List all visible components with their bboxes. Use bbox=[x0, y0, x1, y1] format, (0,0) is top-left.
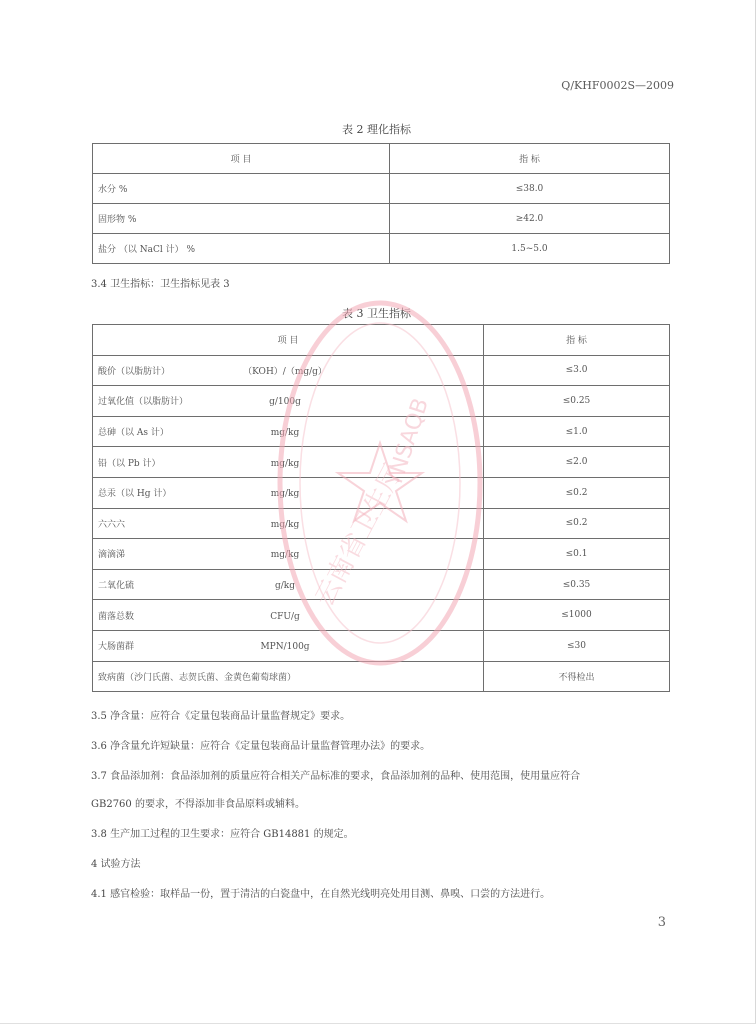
seal-text-top: 云南省卫生厅 bbox=[309, 459, 410, 612]
row-item: 盐分 （以 NaCl 计） % bbox=[93, 234, 390, 264]
table-header-row bbox=[93, 325, 670, 356]
table2-caption: 表 2 理化指标 bbox=[342, 123, 411, 136]
section-4-heading: 4 试验方法 bbox=[91, 859, 141, 870]
row-value: ≤0.2 bbox=[484, 508, 670, 539]
row-value: ≤0.2 bbox=[484, 477, 670, 508]
table-row bbox=[93, 477, 670, 508]
paragraph-3-8: 3.8 生产加工过程的卫生要求：应符合 GB14881 的规定。 bbox=[91, 829, 354, 840]
table-row bbox=[93, 204, 670, 234]
row-value: ≤30 bbox=[484, 630, 670, 661]
table-row bbox=[93, 447, 670, 478]
row-value: ≤1000 bbox=[484, 600, 670, 631]
row-item: 固形物 % bbox=[93, 204, 390, 234]
row-item: 总汞（以 Hg 计） bbox=[98, 489, 172, 500]
row-value: ≤38.0 bbox=[390, 174, 670, 204]
row-item: 菌落总数 bbox=[98, 611, 135, 622]
table-row bbox=[93, 600, 670, 631]
table-row bbox=[93, 569, 670, 600]
row-value: ≥42.0 bbox=[390, 204, 670, 234]
row-unit: g/100g bbox=[269, 397, 301, 408]
standard-code: Q/KHF0002S—2009 bbox=[561, 79, 674, 92]
row-item: 六六六 bbox=[98, 519, 126, 530]
table-header-row bbox=[93, 144, 670, 174]
paragraph-3-7: 3.7 食品添加剂：食品添加剂的质量应符合相关产品标准的要求，食品添加剂的品种、使用范围，使用量应符合 bbox=[91, 771, 581, 782]
row-value: ≤1.0 bbox=[484, 416, 670, 447]
header-value: 指 标 bbox=[390, 144, 670, 174]
row-item: 二氧化硫 bbox=[98, 581, 135, 592]
row-value: ≤0.35 bbox=[484, 569, 670, 600]
row-unit: g/kg bbox=[274, 581, 295, 592]
row-unit: （KOH）/（mg/g） bbox=[243, 366, 327, 377]
row-unit: mg/kg bbox=[270, 550, 300, 561]
section-3-4: 3.4 卫生指标：卫生指标见表 3 bbox=[91, 279, 230, 290]
row-unit: mg/kg bbox=[270, 519, 300, 530]
row-value: ≤3.0 bbox=[484, 355, 670, 386]
table-row bbox=[93, 174, 670, 204]
table-row bbox=[93, 539, 670, 570]
table-row bbox=[93, 661, 670, 692]
row-item: 过氧化值（以脂肪计） bbox=[98, 397, 189, 408]
row-item: 滴滴涕 bbox=[98, 550, 126, 561]
paragraph-3-6: 3.6 净含量允许短缺量：应符合《定量包装商品计量监督管理办法》的要求。 bbox=[91, 741, 431, 752]
row-unit: CFU/g bbox=[270, 611, 300, 622]
paragraph-3-7-cont: GB2760 的要求，不得添加非食品原料或辅料。 bbox=[91, 799, 305, 810]
table-row bbox=[93, 630, 670, 661]
header-value: 指 标 bbox=[484, 325, 670, 356]
row-value: 不得检出 bbox=[484, 661, 670, 692]
header-item: 项 目 bbox=[93, 325, 484, 356]
row-item: 水分 % bbox=[93, 174, 390, 204]
row-unit: MPN/100g bbox=[260, 642, 310, 653]
paragraph-3-5: 3.5 净含量：应符合《定量包装商品计量监督规定》要求。 bbox=[91, 711, 351, 722]
table-row bbox=[93, 355, 670, 386]
table3-hygiene bbox=[92, 324, 670, 692]
row-value: ≤2.0 bbox=[484, 447, 670, 478]
table2-physicochemical bbox=[92, 143, 670, 264]
row-unit: mg/kg bbox=[270, 458, 300, 469]
row-item: 大肠菌群 bbox=[98, 642, 135, 653]
row-item: 酸价（以脂肪计） bbox=[98, 366, 171, 377]
row-unit: mg/kg bbox=[270, 489, 300, 500]
row-item: 总砷（以 As 计） bbox=[98, 428, 169, 439]
row-value: ≤0.1 bbox=[484, 539, 670, 570]
row-item: 铅（以 Pb 计） bbox=[98, 458, 161, 469]
table-row bbox=[93, 508, 670, 539]
page-number: 3 bbox=[657, 915, 666, 930]
table-row bbox=[93, 416, 670, 447]
seal-text-mid: YNSAQB bbox=[381, 395, 434, 490]
header-item: 项 目 bbox=[93, 144, 390, 174]
row-value: 1.5~5.0 bbox=[390, 234, 670, 264]
paragraph-4-1: 4.1 感官检验：取样品一份，置于清洁的白瓷盘中，在自然光线明亮处用目测、鼻嗅、口尝的方法进行。 bbox=[91, 889, 551, 900]
row-value: ≤0.25 bbox=[484, 386, 670, 417]
table3-caption: 表 3 卫生指标 bbox=[342, 307, 411, 320]
row-unit: mg/kg bbox=[270, 428, 300, 439]
row-item: 致病菌（沙门氏菌、志贺氏菌、金黄色葡萄球菌） bbox=[98, 672, 297, 683]
table-row bbox=[93, 386, 670, 417]
table-row bbox=[93, 234, 670, 264]
